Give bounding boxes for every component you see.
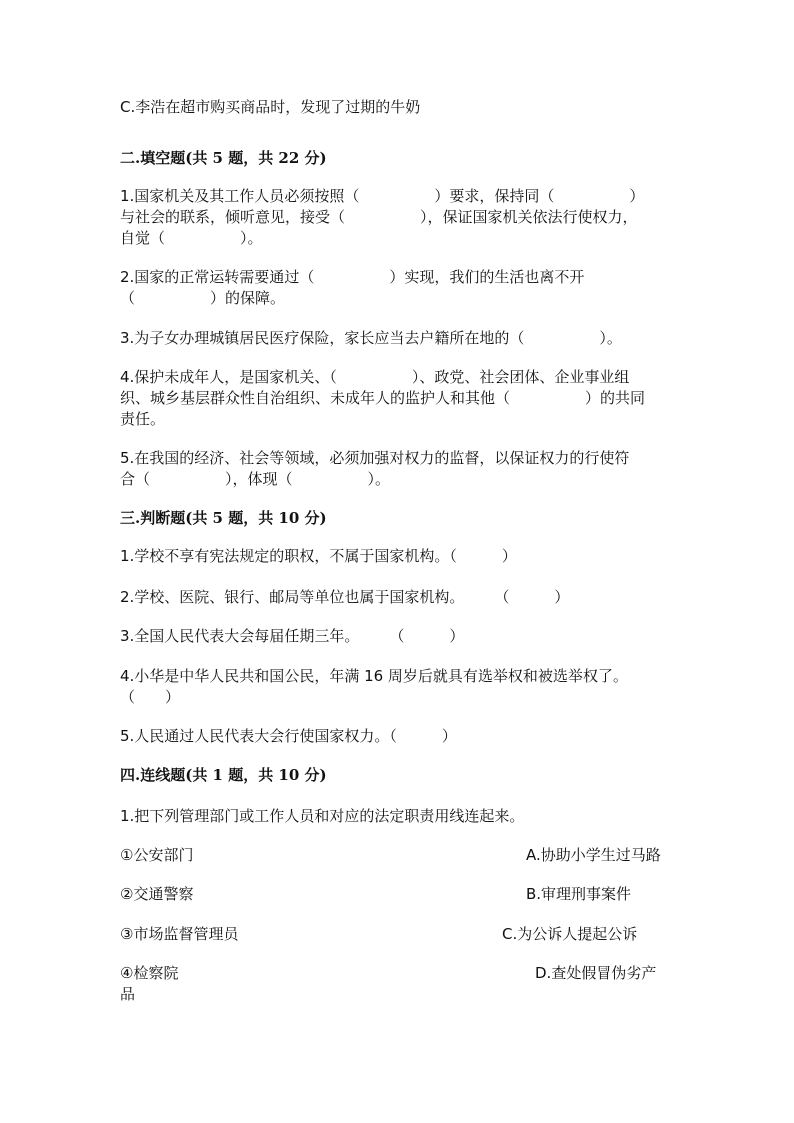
true-false-question-5: 5.人民通过人民代表大会行使国家权力。（ ）	[120, 727, 457, 745]
true-false-question-2: 2.学校、医院、银行、邮局等单位也属于国家机构。 （ ）	[120, 588, 570, 606]
matching-right-item: C.为公诉人提起公诉	[502, 925, 638, 943]
fill-blank-question-1: 1.国家机关及其工作人员必须按照（ ）要求，保持同（ ） 与社会的联系，倾听意见，接受（ ），保证国家机关依法行使权力， 自觉（ ）。	[120, 187, 645, 247]
matching-wrap-text: 品	[120, 985, 136, 1003]
section-heading-fill-blank: 二.填空题(共 5 题，共 22 分)	[120, 149, 327, 167]
previous-question-option: C.李浩在超市购买商品时，发现了过期的牛奶	[120, 98, 421, 116]
true-false-question-1: 1.学校不享有宪法规定的职权，不属于国家机构。（ ）	[120, 547, 517, 565]
section-heading-true-false: 三.判断题(共 5 题，共 10 分)	[120, 509, 327, 527]
matching-left-item: ③市场监督管理员	[120, 925, 239, 943]
matching-left-item: ④检察院	[120, 964, 179, 982]
true-false-question-3: 3.全国人民代表大会每届任期三年。 （ ）	[120, 627, 465, 645]
matching-question-1: 1.把下列管理部门或工作人员和对应的法定职责用线连起来。	[120, 807, 525, 825]
fill-blank-question-3: 3.为子女办理城镇居民医疗保险，家长应当去户籍所在地的（ ）。	[120, 329, 622, 347]
matching-right-item: B.审理刑事案件	[526, 885, 632, 903]
matching-right-item: A.协助小学生过马路	[526, 846, 661, 864]
matching-right-item: D.查处假冒伪劣产	[535, 964, 657, 982]
true-false-question-4: 4.小华是中华人民共和国公民，年满 16 周岁后就具有选举权和被选举权了。 （ ）	[120, 667, 628, 706]
fill-blank-question-4: 4.保护未成年人，是国家机关、（ ）、政党、社会团体、企业事业组 织、城乡基层群众性自治组织、未成年人的监护人和其他（ ）的共同 责任。	[120, 368, 646, 428]
fill-blank-question-5: 5.在我国的经济、社会等领域，必须加强对权力的监督，以保证权力的行使符 合（ ），体现（ ）。	[120, 449, 630, 488]
fill-blank-question-2: 2.国家的正常运转需要通过（ ）实现，我们的生活也离不开 （ ）的保障。	[120, 268, 585, 307]
section-heading-matching: 四.连线题(共 1 题，共 10 分)	[120, 766, 327, 784]
matching-left-item: ①公安部门	[120, 846, 194, 864]
matching-left-item: ②交通警察	[120, 885, 194, 903]
